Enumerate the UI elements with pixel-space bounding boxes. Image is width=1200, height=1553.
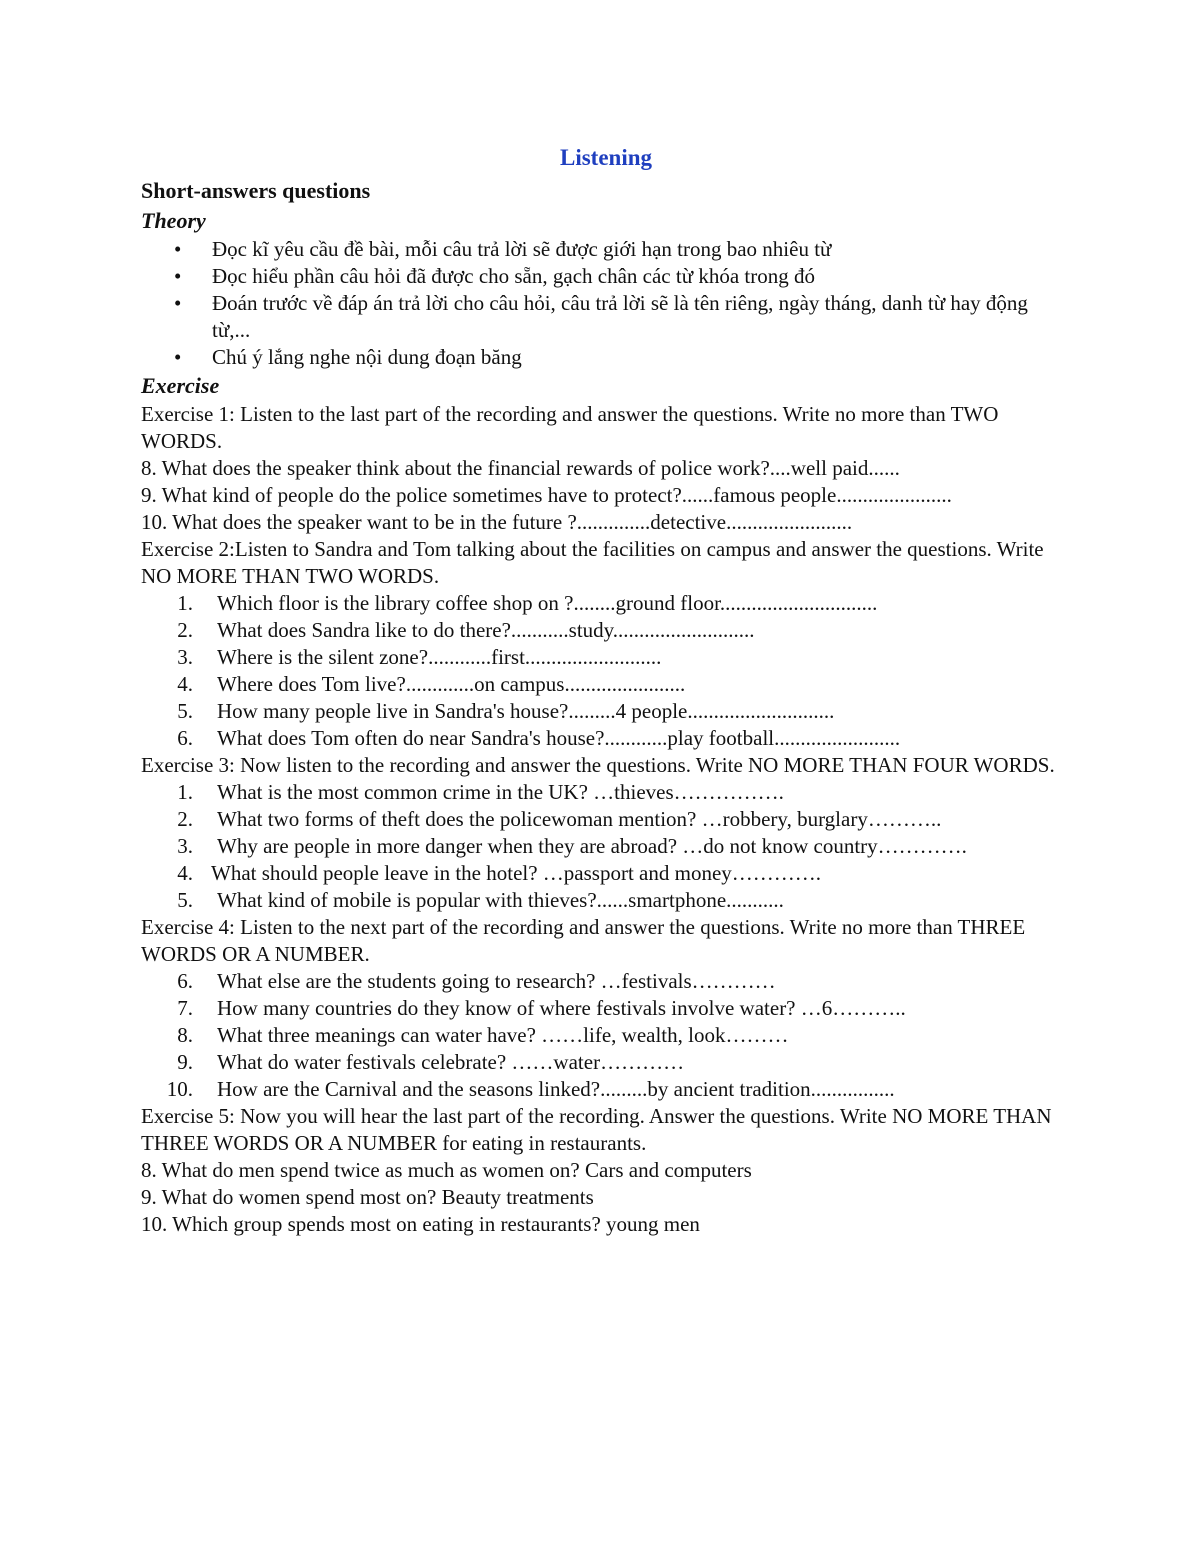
exercise-heading: Exercise [141, 373, 220, 398]
exercise-1-question: 9. What kind of people do the police sometimes have to protect?......famous people...................... [141, 483, 952, 507]
exercise-1-instruction: Exercise 1: Listen to the last part of the recording and answer the questions. Write no more than TWO WORDS. [141, 402, 999, 453]
list-item: 3. Why are people in more danger when they are abroad? …do not know country…………. [177, 834, 967, 858]
exercise-3-instruction: Exercise 3: Now listen to the recording and answer the questions. Write NO MORE THAN FOUR WORDS. [141, 753, 1055, 777]
exercise-5-instruction: Exercise 5: Now you will hear the last part of the recording. Answer the questions. Write NO MORE THAN THREE WORDS OR A NUMBER for eating in restaurants. [141, 1104, 1052, 1155]
list-item: 10. How are the Carnival and the seasons linked?.........by ancient tradition................ [166, 1077, 895, 1101]
exercise-1-question: 10. What does the speaker want to be in the future ?..............detective........................ [141, 510, 853, 534]
exercise-3-list [141, 779, 1071, 914]
list-item: 8. What three meanings can water have? ……life, wealth, look……… [177, 1023, 789, 1047]
theory-list [141, 236, 1071, 371]
bullet-icon: • [174, 291, 182, 315]
list-item: • Đọc kĩ yêu cầu đề bài, mỗi câu trả lời sẽ được giới hạn trong bao nhiêu từ [174, 237, 832, 261]
list-item: 7. How many countries do they know of where festivals involve water? …6……….. [177, 996, 906, 1020]
exercise-2-list [141, 590, 1071, 752]
list-item: 4. Where does Tom live?.............on campus....................... [177, 672, 686, 696]
bullet-icon: • [174, 237, 182, 261]
list-item: 2. What two forms of theft does the policewoman mention? …robbery, burglary……….. [177, 807, 942, 831]
exercise-5-question: 10. Which group spends most on eating in restaurants? young men [141, 1212, 700, 1236]
list-item: 1. What is the most common crime in the UK? …thieves……………. [177, 780, 784, 804]
exercise-4-list [141, 968, 1071, 1103]
page-title: Listening [559, 145, 653, 170]
bullet-icon: • [174, 345, 182, 369]
list-item: • Đọc hiểu phần câu hỏi đã được cho sẵn, gạch chân các từ khóa trong đó [174, 264, 815, 288]
list-item: 3. Where is the silent zone?............first.......................... [177, 645, 662, 669]
list-item: • Chú ý lắng nghe nội dung đoạn băng [174, 345, 522, 369]
list-item: 5. How many people live in Sandra's house?.........4 people............................ [177, 699, 835, 723]
bullet-icon: • [174, 264, 182, 288]
list-item: 4. What should people leave in the hotel? …passport and money…………. [177, 861, 822, 885]
subtitle: Short-answers questions [141, 178, 371, 203]
exercise-5-question: 9. What do women spend most on? Beauty treatments [141, 1185, 594, 1209]
exercise-4-instruction: Exercise 4: Listen to the next part of the recording and answer the questions. Write no more than THREE WORDS OR A NUMBER. [141, 915, 1026, 966]
list-item: 9. What do water festivals celebrate? ……water………… [177, 1050, 685, 1074]
theory-heading: Theory [141, 208, 206, 233]
exercise-1-question: 8. What does the speaker think about the financial rewards of police work?....well paid...... [141, 456, 900, 480]
list-item: 1. Which floor is the library coffee shop on ?........ground floor.............................. [177, 591, 878, 615]
list-item: 6. What else are the students going to research? …festivals………… [177, 969, 776, 993]
list-item: 5. What kind of mobile is popular with thieves?......smartphone........... [177, 888, 784, 912]
list-item: 2. What does Sandra like to do there?...........study........................... [177, 618, 755, 642]
exercise-2-instruction: Exercise 2:Listen to Sandra and Tom talking about the facilities on campus and answer the questions. Write NO MORE THAN TWO WORDS. [141, 537, 1044, 588]
list-item: 6. What does Tom often do near Sandra's house?............play football........................ [177, 726, 901, 750]
document-content [141, 142, 1071, 1238]
list-item: • Đoán trước về đáp án trả lời cho câu hỏi, câu trả lời sẽ là tên riêng, ngày tháng, danh từ hay động từ,... [174, 291, 1028, 342]
exercise-5-question: 8. What do men spend twice as much as women on? Cars and computers [141, 1158, 752, 1182]
